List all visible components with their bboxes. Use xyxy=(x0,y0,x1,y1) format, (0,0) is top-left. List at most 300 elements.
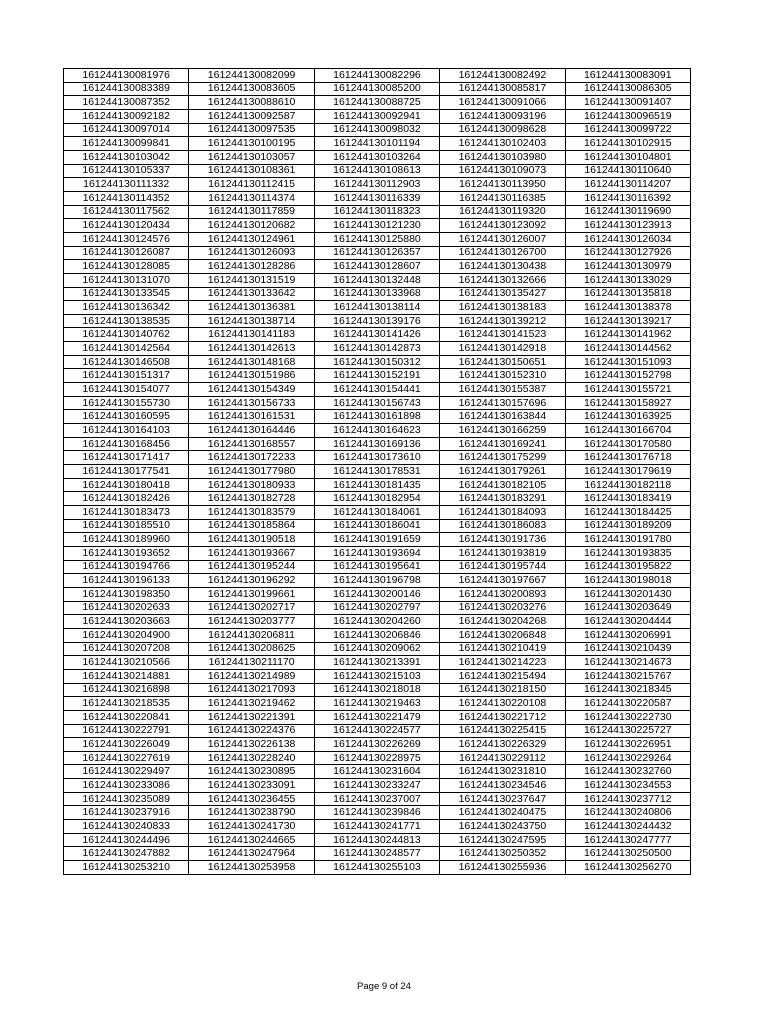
table-cell: 161244130133029 xyxy=(565,273,690,287)
table-cell: 161244130114352 xyxy=(64,191,189,205)
table-cell: 161244130233086 xyxy=(64,779,189,793)
table-cell: 161244130182105 xyxy=(440,478,565,492)
table-cell: 161244130196798 xyxy=(314,574,439,588)
table-cell: 161244130148168 xyxy=(189,355,314,369)
table-cell: 161244130130979 xyxy=(565,260,690,274)
table-row xyxy=(64,765,691,779)
table-cell: 161244130247964 xyxy=(189,847,314,861)
table-cell: 161244130182728 xyxy=(189,492,314,506)
table-cell: 161244130191659 xyxy=(314,533,439,547)
table-cell: 161244130200146 xyxy=(314,587,439,601)
table-cell: 161244130183473 xyxy=(64,506,189,520)
table-cell: 161244130211170 xyxy=(189,656,314,670)
table-cell: 161244130190518 xyxy=(189,533,314,547)
table-cell: 161244130216898 xyxy=(64,683,189,697)
table-cell: 161244130241771 xyxy=(314,820,439,834)
table-cell: 161244130234546 xyxy=(440,779,565,793)
table-cell: 161244130209062 xyxy=(314,642,439,656)
id-number-table xyxy=(63,68,691,875)
table-cell: 161244130203663 xyxy=(64,615,189,629)
table-cell: 161244130151986 xyxy=(189,369,314,383)
table-cell: 161244130225727 xyxy=(565,724,690,738)
table-cell: 161244130110640 xyxy=(565,164,690,178)
table-cell: 161244130244496 xyxy=(64,833,189,847)
table-cell: 161244130235089 xyxy=(64,792,189,806)
table-cell: 161244130184061 xyxy=(314,506,439,520)
table-cell: 161244130166259 xyxy=(440,424,565,438)
table-cell: 161244130130438 xyxy=(440,260,565,274)
table-cell: 161244130141183 xyxy=(189,328,314,342)
table-cell: 161244130105337 xyxy=(64,164,189,178)
table-cell: 161244130229112 xyxy=(440,751,565,765)
table-row xyxy=(64,820,691,834)
table-cell: 161244130189960 xyxy=(64,533,189,547)
table-cell: 161244130213391 xyxy=(314,656,439,670)
table-cell: 161244130175299 xyxy=(440,451,565,465)
table-cell: 161244130131519 xyxy=(189,273,314,287)
table-cell: 161244130103980 xyxy=(440,150,565,164)
table-row xyxy=(64,178,691,192)
table-cell: 161244130233091 xyxy=(189,779,314,793)
table-row xyxy=(64,792,691,806)
table-cell: 161244130203276 xyxy=(440,601,565,615)
table-cell: 161244130191736 xyxy=(440,533,565,547)
table-cell: 161244130117859 xyxy=(189,205,314,219)
table-cell: 161244130182426 xyxy=(64,492,189,506)
table-cell: 161244130180418 xyxy=(64,478,189,492)
table-cell: 161244130210439 xyxy=(565,642,690,656)
table-cell: 161244130243750 xyxy=(440,820,565,834)
table-cell: 161244130098628 xyxy=(440,123,565,137)
table-cell: 161244130169241 xyxy=(440,437,565,451)
table-row xyxy=(64,260,691,274)
table-cell: 161244130119690 xyxy=(565,205,690,219)
table-row xyxy=(64,369,691,383)
table-row xyxy=(64,587,691,601)
table-cell: 161244130155721 xyxy=(565,383,690,397)
table-cell: 161244130202797 xyxy=(314,601,439,615)
table-cell: 161244130154441 xyxy=(314,383,439,397)
table-cell: 161244130138114 xyxy=(314,301,439,315)
table-cell: 161244130214223 xyxy=(440,656,565,670)
table-cell: 161244130237647 xyxy=(440,792,565,806)
table-cell: 161244130096519 xyxy=(565,109,690,123)
table-row xyxy=(64,697,691,711)
table-cell: 161244130083605 xyxy=(189,82,314,96)
table-cell: 161244130202633 xyxy=(64,601,189,615)
table-cell: 161244130199661 xyxy=(189,587,314,601)
table-cell: 161244130220841 xyxy=(64,710,189,724)
table-row xyxy=(64,424,691,438)
table-cell: 161244130181435 xyxy=(314,478,439,492)
table-cell: 161244130240475 xyxy=(440,806,565,820)
table-cell: 161244130237916 xyxy=(64,806,189,820)
table-cell: 161244130195822 xyxy=(565,560,690,574)
table-cell: 161244130185510 xyxy=(64,519,189,533)
table-cell: 161244130183419 xyxy=(565,492,690,506)
table-cell: 161244130142613 xyxy=(189,342,314,356)
table-row xyxy=(64,560,691,574)
table-cell: 161244130227619 xyxy=(64,751,189,765)
table-cell: 161244130244665 xyxy=(189,833,314,847)
table-row xyxy=(64,601,691,615)
table-cell: 161244130184093 xyxy=(440,506,565,520)
table-cell: 161244130244432 xyxy=(565,820,690,834)
table-cell: 161244130179619 xyxy=(565,465,690,479)
table-cell: 161244130233247 xyxy=(314,779,439,793)
table-cell: 161244130120682 xyxy=(189,219,314,233)
table-cell: 161244130156743 xyxy=(314,396,439,410)
table-cell: 161244130142918 xyxy=(440,342,565,356)
table-cell: 161244130255103 xyxy=(314,861,439,875)
table-row xyxy=(64,710,691,724)
table-cell: 161244130184425 xyxy=(565,506,690,520)
table-cell: 161244130155730 xyxy=(64,396,189,410)
table-cell: 161244130138378 xyxy=(565,301,690,315)
id-number-table-body xyxy=(64,69,691,875)
table-cell: 161244130193652 xyxy=(64,546,189,560)
table-row xyxy=(64,806,691,820)
table-row xyxy=(64,69,691,83)
table-cell: 161244130154349 xyxy=(189,383,314,397)
table-cell: 161244130204260 xyxy=(314,615,439,629)
table-cell: 161244130200893 xyxy=(440,587,565,601)
table-row xyxy=(64,683,691,697)
table-row xyxy=(64,656,691,670)
table-cell: 161244130228240 xyxy=(189,751,314,765)
table-cell: 161244130183291 xyxy=(440,492,565,506)
table-cell: 161244130218018 xyxy=(314,683,439,697)
table-cell: 161244130177541 xyxy=(64,465,189,479)
table-row xyxy=(64,724,691,738)
table-cell: 161244130121230 xyxy=(314,219,439,233)
table-cell: 161244130133545 xyxy=(64,287,189,301)
table-cell: 161244130131070 xyxy=(64,273,189,287)
table-row xyxy=(64,355,691,369)
table-cell: 161244130218345 xyxy=(565,683,690,697)
table-cell: 161244130204444 xyxy=(565,615,690,629)
table-cell: 161244130214673 xyxy=(565,656,690,670)
table-cell: 161244130126034 xyxy=(565,232,690,246)
table-cell: 161244130201430 xyxy=(565,587,690,601)
table-row xyxy=(64,738,691,752)
table-cell: 161244130160595 xyxy=(64,410,189,424)
table-cell: 161244130103264 xyxy=(314,150,439,164)
table-cell: 161244130092941 xyxy=(314,109,439,123)
table-cell: 161244130119320 xyxy=(440,205,565,219)
table-cell: 161244130196133 xyxy=(64,574,189,588)
table-cell: 161244130232760 xyxy=(565,765,690,779)
table-cell: 161244130210566 xyxy=(64,656,189,670)
table-row xyxy=(64,123,691,137)
table-cell: 161244130186083 xyxy=(440,519,565,533)
table-cell: 161244130207208 xyxy=(64,642,189,656)
table-row xyxy=(64,492,691,506)
table-row xyxy=(64,546,691,560)
table-cell: 161244130253958 xyxy=(189,861,314,875)
table-cell: 161244130123913 xyxy=(565,219,690,233)
table-cell: 161244130099722 xyxy=(565,123,690,137)
table-cell: 161244130123092 xyxy=(440,219,565,233)
table-cell: 161244130240806 xyxy=(565,806,690,820)
table-cell: 161244130082099 xyxy=(189,69,314,83)
table-cell: 161244130183579 xyxy=(189,506,314,520)
table-cell: 161244130221479 xyxy=(314,710,439,724)
table-cell: 161244130177980 xyxy=(189,465,314,479)
table-cell: 161244130226951 xyxy=(565,738,690,752)
table-cell: 161244130189209 xyxy=(565,519,690,533)
table-cell: 161244130176718 xyxy=(565,451,690,465)
table-row xyxy=(64,287,691,301)
table-cell: 161244130132666 xyxy=(440,273,565,287)
table-row xyxy=(64,519,691,533)
table-cell: 161244130088725 xyxy=(314,96,439,110)
table-cell: 161244130163925 xyxy=(565,410,690,424)
table-cell: 161244130093196 xyxy=(440,109,565,123)
table-cell: 161244130126700 xyxy=(440,246,565,260)
table-cell: 161244130146508 xyxy=(64,355,189,369)
table-cell: 161244130116392 xyxy=(565,191,690,205)
table-row xyxy=(64,383,691,397)
table-cell: 161244130142564 xyxy=(64,342,189,356)
table-cell: 161244130161898 xyxy=(314,410,439,424)
table-cell: 161244130126007 xyxy=(440,232,565,246)
table-cell: 161244130226138 xyxy=(189,738,314,752)
table-row xyxy=(64,219,691,233)
table-cell: 161244130173610 xyxy=(314,451,439,465)
table-cell: 161244130104801 xyxy=(565,150,690,164)
table-cell: 161244130128286 xyxy=(189,260,314,274)
table-cell: 161244130082296 xyxy=(314,69,439,83)
table-cell: 161244130157696 xyxy=(440,396,565,410)
table-cell: 161244130097014 xyxy=(64,123,189,137)
table-cell: 161244130140762 xyxy=(64,328,189,342)
table-cell: 161244130141962 xyxy=(565,328,690,342)
table-cell: 161244130152310 xyxy=(440,369,565,383)
table-cell: 161244130221391 xyxy=(189,710,314,724)
table-cell: 161244130239846 xyxy=(314,806,439,820)
table-cell: 161244130081976 xyxy=(64,69,189,83)
table-cell: 161244130141523 xyxy=(440,328,565,342)
table-cell: 161244130103057 xyxy=(189,150,314,164)
table-cell: 161244130238790 xyxy=(189,806,314,820)
table-cell: 161244130220587 xyxy=(565,697,690,711)
table-cell: 161244130231810 xyxy=(440,765,565,779)
table-cell: 161244130220108 xyxy=(440,697,565,711)
table-cell: 161244130230895 xyxy=(189,765,314,779)
table-cell: 161244130141426 xyxy=(314,328,439,342)
table-cell: 161244130164446 xyxy=(189,424,314,438)
table-cell: 161244130214881 xyxy=(64,669,189,683)
table-cell: 161244130133968 xyxy=(314,287,439,301)
table-cell: 161244130155387 xyxy=(440,383,565,397)
table-cell: 161244130142873 xyxy=(314,342,439,356)
table-cell: 161244130179261 xyxy=(440,465,565,479)
table-cell: 161244130221712 xyxy=(440,710,565,724)
table-cell: 161244130088610 xyxy=(189,96,314,110)
table-row xyxy=(64,451,691,465)
table-cell: 161244130101194 xyxy=(314,137,439,151)
table-cell: 161244130091407 xyxy=(565,96,690,110)
table-cell: 161244130217093 xyxy=(189,683,314,697)
table-cell: 161244130133642 xyxy=(189,287,314,301)
table-row xyxy=(64,574,691,588)
table-cell: 161244130164103 xyxy=(64,424,189,438)
table-cell: 161244130196292 xyxy=(189,574,314,588)
table-cell: 161244130222791 xyxy=(64,724,189,738)
table-cell: 161244130125880 xyxy=(314,232,439,246)
table-cell: 161244130195641 xyxy=(314,560,439,574)
table-row xyxy=(64,751,691,765)
table-cell: 161244130195244 xyxy=(189,560,314,574)
table-row xyxy=(64,506,691,520)
table-row xyxy=(64,465,691,479)
table-row xyxy=(64,833,691,847)
table-cell: 161244130136381 xyxy=(189,301,314,315)
table-cell: 161244130247777 xyxy=(565,833,690,847)
table-cell: 161244130158927 xyxy=(565,396,690,410)
table-cell: 161244130171417 xyxy=(64,451,189,465)
table-cell: 161244130255936 xyxy=(440,861,565,875)
table-cell: 161244130151317 xyxy=(64,369,189,383)
table-cell: 161244130151093 xyxy=(565,355,690,369)
table-cell: 161244130226269 xyxy=(314,738,439,752)
table-cell: 161244130097535 xyxy=(189,123,314,137)
table-cell: 161244130164623 xyxy=(314,424,439,438)
table-cell: 161244130112903 xyxy=(314,178,439,192)
table-cell: 161244130086305 xyxy=(565,82,690,96)
table-cell: 161244130150651 xyxy=(440,355,565,369)
table-cell: 161244130250352 xyxy=(440,847,565,861)
table-cell: 161244130139176 xyxy=(314,314,439,328)
table-row xyxy=(64,615,691,629)
table-cell: 161244130138183 xyxy=(440,301,565,315)
table-cell: 161244130210419 xyxy=(440,642,565,656)
table-row xyxy=(64,150,691,164)
table-cell: 161244130128085 xyxy=(64,260,189,274)
table-cell: 161244130152798 xyxy=(565,369,690,383)
table-cell: 161244130172233 xyxy=(189,451,314,465)
table-cell: 161244130193819 xyxy=(440,546,565,560)
table-row xyxy=(64,628,691,642)
table-cell: 161244130229497 xyxy=(64,765,189,779)
table-row xyxy=(64,246,691,260)
table-cell: 161244130236455 xyxy=(189,792,314,806)
table-row xyxy=(64,82,691,96)
table-cell: 161244130087352 xyxy=(64,96,189,110)
table-cell: 161244130114374 xyxy=(189,191,314,205)
table-cell: 161244130098032 xyxy=(314,123,439,137)
table-cell: 161244130237712 xyxy=(565,792,690,806)
table-row xyxy=(64,437,691,451)
table-cell: 161244130206811 xyxy=(189,628,314,642)
table-cell: 161244130126087 xyxy=(64,246,189,260)
table-cell: 161244130124961 xyxy=(189,232,314,246)
table-cell: 161244130180933 xyxy=(189,478,314,492)
table-cell: 161244130208625 xyxy=(189,642,314,656)
table-cell: 161244130198350 xyxy=(64,587,189,601)
table-cell: 161244130218150 xyxy=(440,683,565,697)
table-cell: 161244130215767 xyxy=(565,669,690,683)
table-cell: 161244130092182 xyxy=(64,109,189,123)
table-cell: 161244130150312 xyxy=(314,355,439,369)
table-cell: 161244130186041 xyxy=(314,519,439,533)
table-cell: 161244130139212 xyxy=(440,314,565,328)
table-cell: 161244130169136 xyxy=(314,437,439,451)
table-cell: 161244130222730 xyxy=(565,710,690,724)
table-cell: 161244130193694 xyxy=(314,546,439,560)
table-cell: 161244130241730 xyxy=(189,820,314,834)
table-row xyxy=(64,314,691,328)
table-cell: 161244130118323 xyxy=(314,205,439,219)
table-row xyxy=(64,342,691,356)
table-cell: 161244130111332 xyxy=(64,178,189,192)
table-cell: 161244130127926 xyxy=(565,246,690,260)
table-cell: 161244130120434 xyxy=(64,219,189,233)
table-row xyxy=(64,109,691,123)
table-cell: 161244130218535 xyxy=(64,697,189,711)
table-cell: 161244130225415 xyxy=(440,724,565,738)
table-cell: 161244130116385 xyxy=(440,191,565,205)
table-cell: 161244130237007 xyxy=(314,792,439,806)
table-cell: 161244130203649 xyxy=(565,601,690,615)
table-cell: 161244130234553 xyxy=(565,779,690,793)
table-cell: 161244130109073 xyxy=(440,164,565,178)
table-cell: 161244130116339 xyxy=(314,191,439,205)
table-cell: 161244130215494 xyxy=(440,669,565,683)
table-cell: 161244130198018 xyxy=(565,574,690,588)
table-row xyxy=(64,861,691,875)
table-cell: 161244130152191 xyxy=(314,369,439,383)
table-cell: 161244130168557 xyxy=(189,437,314,451)
table-cell: 161244130203777 xyxy=(189,615,314,629)
table-cell: 161244130138535 xyxy=(64,314,189,328)
table-cell: 161244130193667 xyxy=(189,546,314,560)
table-cell: 161244130226329 xyxy=(440,738,565,752)
table-cell: 161244130224376 xyxy=(189,724,314,738)
table-cell: 161244130113950 xyxy=(440,178,565,192)
table-cell: 161244130126093 xyxy=(189,246,314,260)
table-cell: 161244130138714 xyxy=(189,314,314,328)
table-cell: 161244130204268 xyxy=(440,615,565,629)
table-row xyxy=(64,478,691,492)
table-cell: 161244130193835 xyxy=(565,546,690,560)
table-cell: 161244130231604 xyxy=(314,765,439,779)
table-cell: 161244130136342 xyxy=(64,301,189,315)
table-cell: 161244130144562 xyxy=(565,342,690,356)
table-cell: 161244130229264 xyxy=(565,751,690,765)
table-row xyxy=(64,96,691,110)
table-cell: 161244130206846 xyxy=(314,628,439,642)
table-cell: 161244130100195 xyxy=(189,137,314,151)
table-row xyxy=(64,328,691,342)
table-cell: 161244130244813 xyxy=(314,833,439,847)
table-cell: 161244130161531 xyxy=(189,410,314,424)
table-cell: 161244130204900 xyxy=(64,628,189,642)
table-cell: 161244130178531 xyxy=(314,465,439,479)
table-cell: 161244130250500 xyxy=(565,847,690,861)
page-number-footer: Page 9 of 24 xyxy=(357,981,411,992)
table-cell: 161244130099841 xyxy=(64,137,189,151)
table-cell: 161244130195744 xyxy=(440,560,565,574)
table-row xyxy=(64,642,691,656)
table-cell: 161244130103042 xyxy=(64,150,189,164)
table-row xyxy=(64,669,691,683)
table-cell: 161244130126357 xyxy=(314,246,439,260)
table-cell: 161244130117562 xyxy=(64,205,189,219)
table-cell: 161244130219462 xyxy=(189,697,314,711)
table-row xyxy=(64,396,691,410)
